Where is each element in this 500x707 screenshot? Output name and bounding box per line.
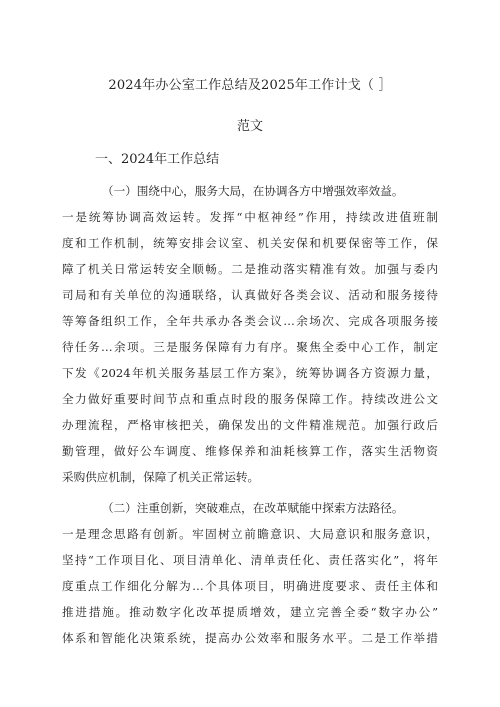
paragraph-line: 一是统筹协调高效运转。发挥“中枢神经”作用，持续改进值班制	[62, 210, 438, 224]
paragraph-line: 度重点工作细化分解为…个具体项目，明确进度要求、责任主体和	[62, 579, 438, 593]
paragraph-line: 体系和智能化决策系统，提高办公效率和服务水平。二是工作举措	[62, 631, 438, 645]
section-heading: 一、2024年工作总结	[95, 152, 220, 167]
paragraph-line: （二）注重创新，突破难点，在改革赋能中探索方法路径。	[102, 501, 404, 515]
paragraph-line: 推进措施。推动数字化改革提质增效，建立完善全委“数字办公”	[62, 605, 438, 619]
paragraph-line: 度和工作机制，统筹安排会议室、机关安保和机要保密等工作，保	[62, 236, 438, 250]
paragraph-line: 办理流程，严格审核把关，确保发出的文件精准规范。加强行政后	[62, 418, 438, 432]
paragraph-line: 全力做好重要时间节点和重点时段的服务保障工作。持续改进公文	[62, 392, 438, 406]
paragraph-line: 采购供应机制，保障了机关正常运转。	[62, 470, 260, 484]
paragraph-line: 司局和有关单位的沟通联络，认真做好各类会议、活动和服务接待	[62, 288, 438, 302]
paragraph-line: 下发《2024年机关服务基层工作方案》，统筹协调各方资源力量，	[62, 366, 438, 380]
document-title: 2024年办公室工作总结及2025年工作计戈（ ］	[108, 78, 392, 93]
paragraph-line: 等筹备组织工作，全年共承办各类会议…余场次、完成各项服务接	[62, 314, 438, 328]
document-subtitle: 范文	[236, 119, 263, 134]
paragraph-line: （一）围绕中心，服务大局，在协调各方中增强效率效益。	[102, 184, 404, 198]
paragraph-line: 待任务…余项。三是服务保障有力有序。聚焦全委中心工作，制定	[62, 340, 438, 354]
paragraph-line: 坚持“工作项目化、项目清单化、清单责任化、责任落实化”，将年	[62, 553, 438, 567]
paragraph-line: 障了机关日常运转安全顺畅。二是推动落实精准有效。加强与委内	[62, 262, 438, 276]
paragraph-line: 勤管理，做好公车调度、维修保养和油耗核算工作，落实生活物资	[62, 444, 438, 458]
paragraph-line: 一是理念思路有创新。牢固树立前瞻意识、大局意识和服务意识，	[62, 527, 438, 541]
